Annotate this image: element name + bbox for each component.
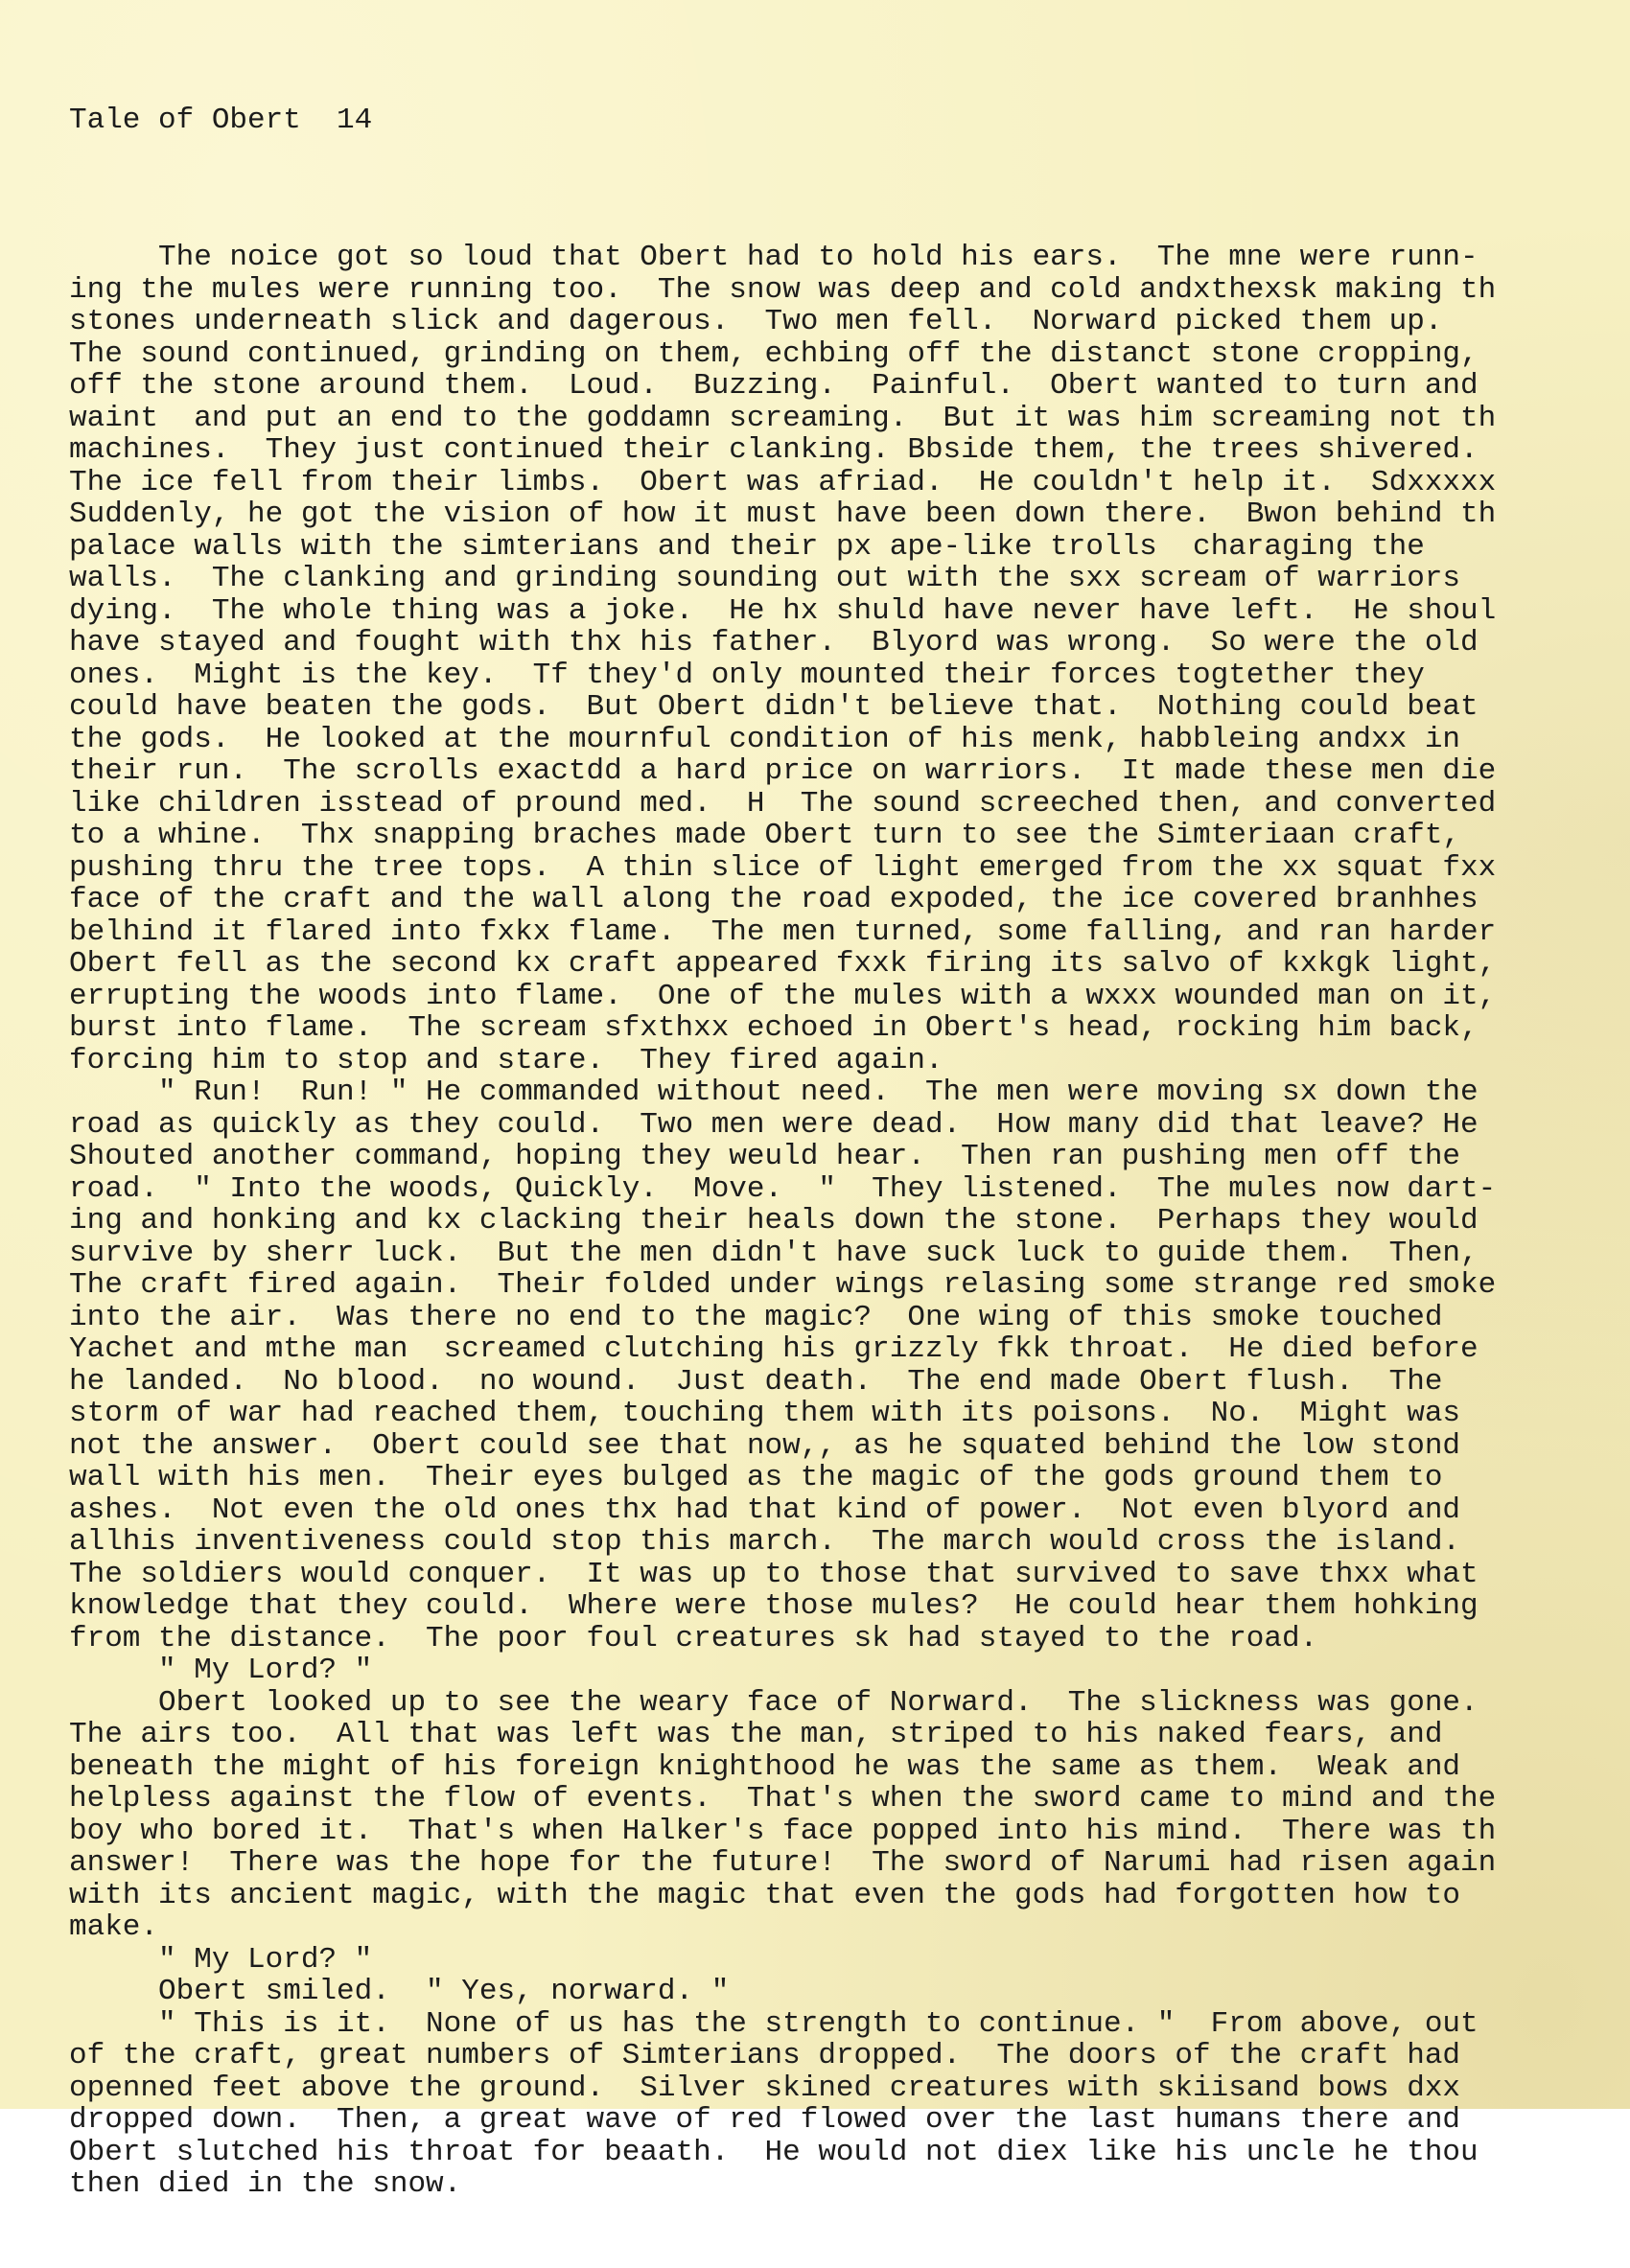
text-line: road as quickly as they could. Two men were dead. How many did that leave? He bbox=[69, 1107, 1479, 1142]
text-line: " This is it. None of us has the strength to continue. " From above, out bbox=[69, 2006, 1479, 2041]
text-line: Shouted another command, hoping they weuld hear. Then ran pushing men off the bbox=[69, 1140, 1461, 1173]
text-line: Obert slutched his throat for beaath. He would not diex like his uncle he thou bbox=[69, 2135, 1479, 2169]
text-line: The airs too. All that was left was the man, striped to his naked fears, and bbox=[69, 1718, 1443, 1751]
text-line: ones. Might is the key. Tf they'd only mounted their forces togtether they bbox=[69, 658, 1425, 692]
text-line: helpless against the flow of events. That's when the sword came to mind and the bbox=[69, 1782, 1497, 1816]
text-line: belhind it flared into fxkx flame. The men turned, some falling, and ran harder bbox=[69, 914, 1497, 949]
text-line: of the craft, great numbers of Simterians dropped. The doors of the craft had bbox=[69, 2039, 1461, 2072]
text-line: Yachet and mthe man screamed clutching his grizzly fkk throat. He died before bbox=[69, 1332, 1479, 1366]
text-line: " My Lord? " bbox=[69, 1654, 373, 1687]
body-text bbox=[69, 242, 1622, 2201]
text-line: face of the craft and the wall along the road expoded, the ice covered branhhes bbox=[69, 883, 1479, 916]
text-line: Suddenly, he got the vision of how it must have been down there. Bwon behind th bbox=[69, 498, 1497, 531]
text-line: answer! There was the hope for the future! The sword of Narumi had risen again bbox=[69, 1846, 1497, 1880]
text-line: ing the mules were running too. The snow was deep and cold andxthexsk making th bbox=[69, 272, 1497, 307]
page-header: Tale of Obert 14 bbox=[69, 104, 373, 137]
text-line: openned feet above the ground. Silver skined creatures with skiisand bows dxx bbox=[69, 2071, 1461, 2105]
text-line: The soldiers would conquer. It was up to those that survived to save thxx what bbox=[69, 1557, 1479, 1591]
text-line: dropped down. Then, a great wave of red flowed over the last humans there and bbox=[69, 2103, 1461, 2137]
text-line: stones underneath slick and dagerous. Two men fell. Norward picked them up. bbox=[69, 305, 1443, 338]
text-line: waint and put an end to the goddamn screaming. But it was him screaming not th bbox=[69, 401, 1497, 435]
text-line: walls. The clanking and grinding sounding out with the sxx scream of warriors bbox=[69, 562, 1461, 595]
text-line: not the answer. Obert could see that now,, as he squated behind the low stond bbox=[69, 1428, 1461, 1463]
text-line: survive by sherr luck. But the men didn't have suck luck to guide them. Then, bbox=[69, 1236, 1479, 1270]
text-line: wall with his men. Their eyes bulged as the magic of the gods ground them to bbox=[69, 1461, 1443, 1494]
text-line: burst into flame. The scream sfxthxx echoed in Obert's head, rocking him back, bbox=[69, 1011, 1479, 1045]
text-line: from the distance. The poor foul creatures sk had stayed to the road. bbox=[69, 1621, 1318, 1655]
text-line: then died in the snow. bbox=[69, 2167, 462, 2201]
text-line: beneath the might of his foreign knighthood he was the same as them. Weak and bbox=[69, 1749, 1461, 1784]
text-line: The sound continued, grinding on them, echbing off the distanct stone cropping, bbox=[69, 336, 1479, 371]
text-line: The noice got so loud that Obert had to hold his ears. The mne were runn- bbox=[69, 241, 1479, 274]
text-line: into the air. Was there no end to the magic? One wing of this smoke touched bbox=[69, 1300, 1443, 1334]
text-line: The ice fell from their limbs. Obert was afriad. He couldn't help it. Sdxxxxx bbox=[69, 465, 1497, 499]
text-line: palace walls with the simterians and their px ape-like trolls charaging the bbox=[69, 529, 1425, 564]
text-line: have stayed and fought with thx his father. Blyord was wrong. So were the old bbox=[69, 626, 1479, 660]
text-line: " Run! Run! " He commanded without need. The men were moving sx down the bbox=[69, 1076, 1479, 1109]
text-line: storm of war had reached them, touching them with its poisons. No. Might was bbox=[69, 1397, 1461, 1430]
text-line: ing and honking and kx clacking their heals down the stone. Perhaps they would bbox=[69, 1204, 1479, 1238]
text-line: make. bbox=[69, 1910, 159, 1944]
text-line: with its ancient magic, with the magic that even the gods had forgotten how to bbox=[69, 1878, 1461, 1912]
text-line: the gods. He looked at the mournful condition of his menk, habbleing andxx in bbox=[69, 722, 1461, 756]
text-line: Obert smiled. " Yes, norward. " bbox=[69, 1975, 730, 2008]
text-line: road. " Into the woods, Quickly. Move. " They listened. The mules now dart- bbox=[69, 1171, 1497, 1206]
text-line: he landed. No blood. no wound. Just death. The end made Obert flush. The bbox=[69, 1364, 1443, 1399]
text-line: dying. The whole thing was a joke. He hx shuld have never have left. He shoul bbox=[69, 593, 1497, 628]
text-line: pushing thru the tree tops. A thin slice of light emerged from the xx squat fxx bbox=[69, 850, 1497, 885]
text-line: Obert fell as the second kx craft appeared fxxk firing its salvo of kxkgk light, bbox=[69, 947, 1497, 981]
text-line: errupting the woods into flame. One of the mules with a wxxx wounded man on it, bbox=[69, 979, 1497, 1013]
text-line: ashes. Not even the old ones thx had that kind of power. Not even blyord and bbox=[69, 1493, 1461, 1527]
text-line: could have beaten the gods. But Obert didn't believe that. Nothing could beat bbox=[69, 690, 1479, 724]
text-line: off the stone around them. Loud. Buzzing. Painful. Obert wanted to turn and bbox=[69, 369, 1479, 403]
text-line: boy who bored it. That's when Halker's face popped into his mind. There was th bbox=[69, 1814, 1497, 1848]
text-line: Obert looked up to see the weary face of Norward. The slickness was gone. bbox=[69, 1685, 1479, 1720]
text-line: The craft fired again. Their folded under wings relasing some strange red smoke bbox=[69, 1268, 1497, 1302]
text-line: allhis inventiveness could stop this march. The march would cross the island. bbox=[69, 1525, 1461, 1559]
text-line: machines. They just continued their clanking. Bbside them, the trees shivered. bbox=[69, 433, 1479, 467]
page-text bbox=[69, 35, 1622, 2268]
text-line: " My Lord? " bbox=[69, 1942, 373, 1977]
text-line: to a whine. Thx snapping braches made Obert turn to see the Simteriaan craft, bbox=[69, 819, 1461, 852]
text-line: knowledge that they could. Where were those mules? He could hear them hohking bbox=[69, 1589, 1479, 1623]
text-line: their run. The scrolls exactdd a hard price on warriors. It made these men die bbox=[69, 754, 1497, 788]
text-line: like children isstead of pround med. H The sound screeched then, and converted bbox=[69, 786, 1497, 821]
text-line: forcing him to stop and stare. They fired again. bbox=[69, 1043, 943, 1077]
